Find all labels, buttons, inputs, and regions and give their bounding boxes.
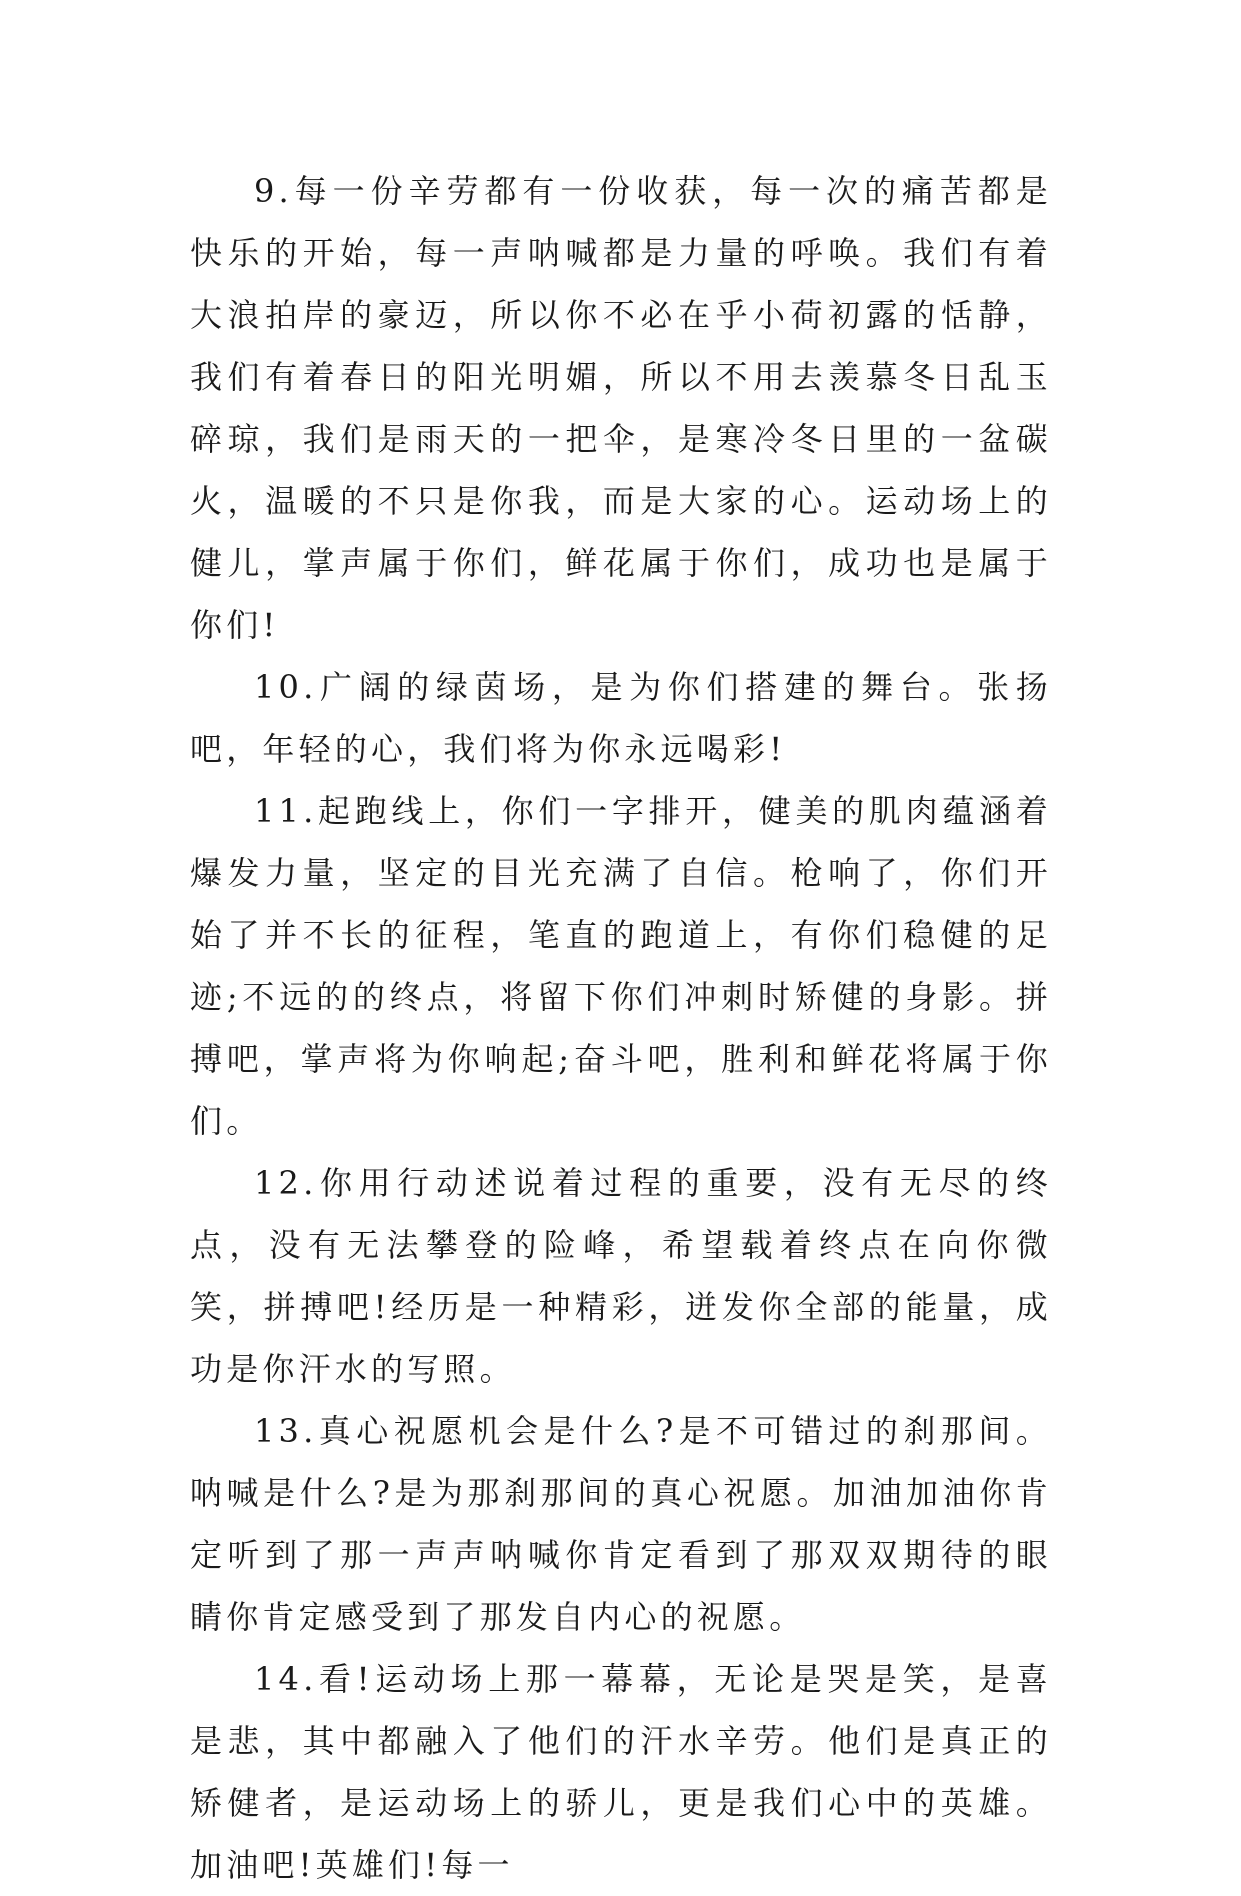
paragraph-12: 12.你用行动述说着过程的重要，没有无尽的终点，没有无法攀登的险峰，希望载着终点在向你微笑，拼搏吧!经历是一种精彩，迸发你全部的能量，成功是你汗水的写照。 [190, 1164, 1052, 1388]
paragraph-14: 14.看!运动场上那一幕幕，无论是哭是笑，是喜是悲，其中都融入了他们的汗水辛劳。他们是真正的矫健者，是运动场上的骄儿，更是我们心中的英雄。加油吧!英雄们!每一 [190, 1660, 1052, 1884]
paragraph-10: 10.广阔的绿茵场，是为你们搭建的舞台。张扬吧，年轻的心，我们将为你永远喝彩! [190, 668, 1052, 768]
paragraph-9: 9.每一份辛劳都有一份收获，每一次的痛苦都是快乐的开始，每一声呐喊都是力量的呼唤。我们有着大浪拍岸的豪迈，所以你不必在乎小荷初露的恬静，我们有着春日的阳光明媚，所以不用去羡慕冬日乱玉碎琼，我们是雨天的一把伞，是寒冷冬日里的一盆碳火，温暖的不只是你我，而是大家的心。运动场上的健儿，掌声属于你们，鲜花属于你们，成功也是属于你们! [190, 172, 1052, 644]
paragraph-13: 13.真心祝愿机会是什么?是不可错过的刹那间。呐喊是什么?是为那刹那间的真心祝愿。加油加油你肯定听到了那一声声呐喊你肯定看到了那双双期待的眼睛你肯定感受到了那发自内心的祝愿。 [190, 1412, 1052, 1636]
document-body [190, 160, 1052, 1896]
paragraph-11: 11.起跑线上，你们一字排开，健美的肌肉蕴涵着爆发力量，坚定的目光充满了自信。枪响了，你们开始了并不长的征程，笔直的跑道上，有你们稳健的足迹;不远的的终点，将留下你们冲刺时矫健的身影。拼搏吧，掌声将为你响起;奋斗吧，胜利和鲜花将属于你们。 [190, 792, 1052, 1140]
